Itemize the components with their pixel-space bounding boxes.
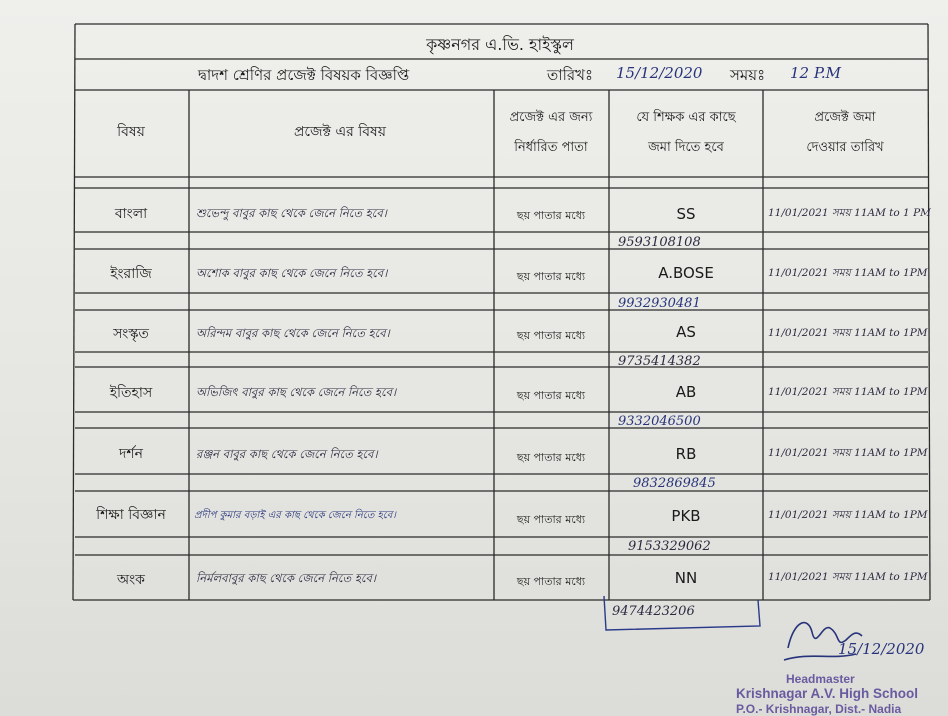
school-name: কৃষ্ণনগর এ.ভি. হাইস্কুল <box>426 35 574 54</box>
row-topic: অরিন্দম বাবুর কাছ থেকে জেনে নিতে হবে। <box>196 326 390 340</box>
row-pages: ছয় পাতার মধ্যে <box>516 513 586 526</box>
row-pages: ছয় পাতার মধ্যে <box>516 575 586 588</box>
header-pages-line2: নির্ধারিত পাতা <box>514 140 588 155</box>
header-deadline-line1: প্রজেক্ট জমা <box>814 110 876 125</box>
time-label: সময়ঃ <box>730 66 766 84</box>
row-subject: বাংলা <box>114 206 148 222</box>
header-subject: বিষয় <box>117 124 145 140</box>
row-topic: অশোক বাবুর কাছ থেকে জেনে নিতে হবে। <box>196 266 388 280</box>
row-subject: অংক <box>117 572 145 588</box>
row-pages: ছয় পাতার মধ্যে <box>516 329 586 342</box>
row-subject: ইতিহাস <box>109 385 153 401</box>
row-deadline: 11/01/2021 সময় 11AM to 1PM <box>768 327 928 339</box>
header-teacher-line1: যে শিক্ষক এর কাছে <box>636 110 736 125</box>
date-value: 15/12/2020 <box>616 64 703 82</box>
row-deadline: 11/01/2021 সময় 11AM to 1PM <box>768 267 928 279</box>
row-pages: ছয় পাতার মধ্যে <box>516 451 586 464</box>
row-topic: শুভেন্দু বাবুর কাছ থেকে জেনে নিতে হবে। <box>196 206 387 220</box>
row-subject: ইংরাজি <box>110 266 152 282</box>
row-phone: 9832869845 <box>633 476 716 491</box>
row-subject: সংস্কৃত <box>113 326 149 342</box>
row-deadline: 11/01/2021 সময় 11AM to 1PM <box>768 386 928 398</box>
stamp-title: Headmaster <box>786 672 855 686</box>
row-teacher: A.BOSE <box>658 264 714 282</box>
header-pages-line1: প্রজেক্ট এর জন্য <box>509 110 593 125</box>
date-label: তারিখঃ <box>547 66 593 84</box>
row-phone: 9474423206 <box>612 604 695 619</box>
row-pages: ছয় পাতার মধ্যে <box>516 209 586 222</box>
signature-date: 15/12/2020 <box>838 640 925 658</box>
row-phone: 9332046500 <box>618 414 701 429</box>
stamp-address: P.O.- Krishnagar, Dist.- Nadia <box>736 702 902 716</box>
row-phone: 9735414382 <box>618 354 701 369</box>
row-pages: ছয় পাতার মধ্যে <box>516 270 586 283</box>
header-deadline-line2: দেওয়ার তারিখ <box>806 140 884 155</box>
row-teacher: RB <box>675 445 697 463</box>
row-pages: ছয় পাতার মধ্যে <box>516 389 586 402</box>
row-teacher: PKB <box>671 507 701 525</box>
row-topic: নির্মলবাবুর কাছ থেকে জেনে নিতে হবে। <box>196 571 376 585</box>
stamp-school: Krishnagar A.V. High School <box>736 686 919 701</box>
row-teacher: AB <box>675 383 697 401</box>
row-subject: শিক্ষা বিজ্ঞান <box>96 507 166 523</box>
row-topic: রঞ্জন বাবুর কাছ থেকে জেনে নিতে হবে। <box>196 447 378 461</box>
row-deadline: 11/01/2021 সময় 11AM to 1 PM <box>768 207 931 219</box>
row-teacher: SS <box>676 205 696 223</box>
row-deadline: 11/01/2021 সময় 11AM to 1PM <box>768 571 928 583</box>
row-phone: 9593108108 <box>618 235 701 250</box>
row-subject: দর্শন <box>119 446 143 462</box>
header-topic: প্রজেক্ট এর বিষয় <box>293 124 387 140</box>
row-deadline: 11/01/2021 সময় 11AM to 1PM <box>768 509 928 521</box>
row-phone: 9153329062 <box>628 539 711 554</box>
row-teacher: AS <box>676 323 696 341</box>
row-phone: 9932930481 <box>618 296 701 311</box>
row-teacher: NN <box>674 569 698 587</box>
row-topic: প্রদীপ কুমার বড়াই এর কাছ থেকে জেনে নিতে হবে। <box>194 510 396 521</box>
row-deadline: 11/01/2021 সময় 11AM to 1PM <box>768 447 928 459</box>
notice-title: দ্বাদশ শ্রেণির প্রজেক্ট বিষয়ক বিজ্ঞপ্তি <box>198 66 410 84</box>
header-teacher-line2: জমা দিতে হবে <box>648 140 724 155</box>
time-value: 12 P.M <box>790 64 842 82</box>
row-topic: অভিজিৎ বাবুর কাছ থেকে জেনে নিতে হবে। <box>196 385 397 399</box>
